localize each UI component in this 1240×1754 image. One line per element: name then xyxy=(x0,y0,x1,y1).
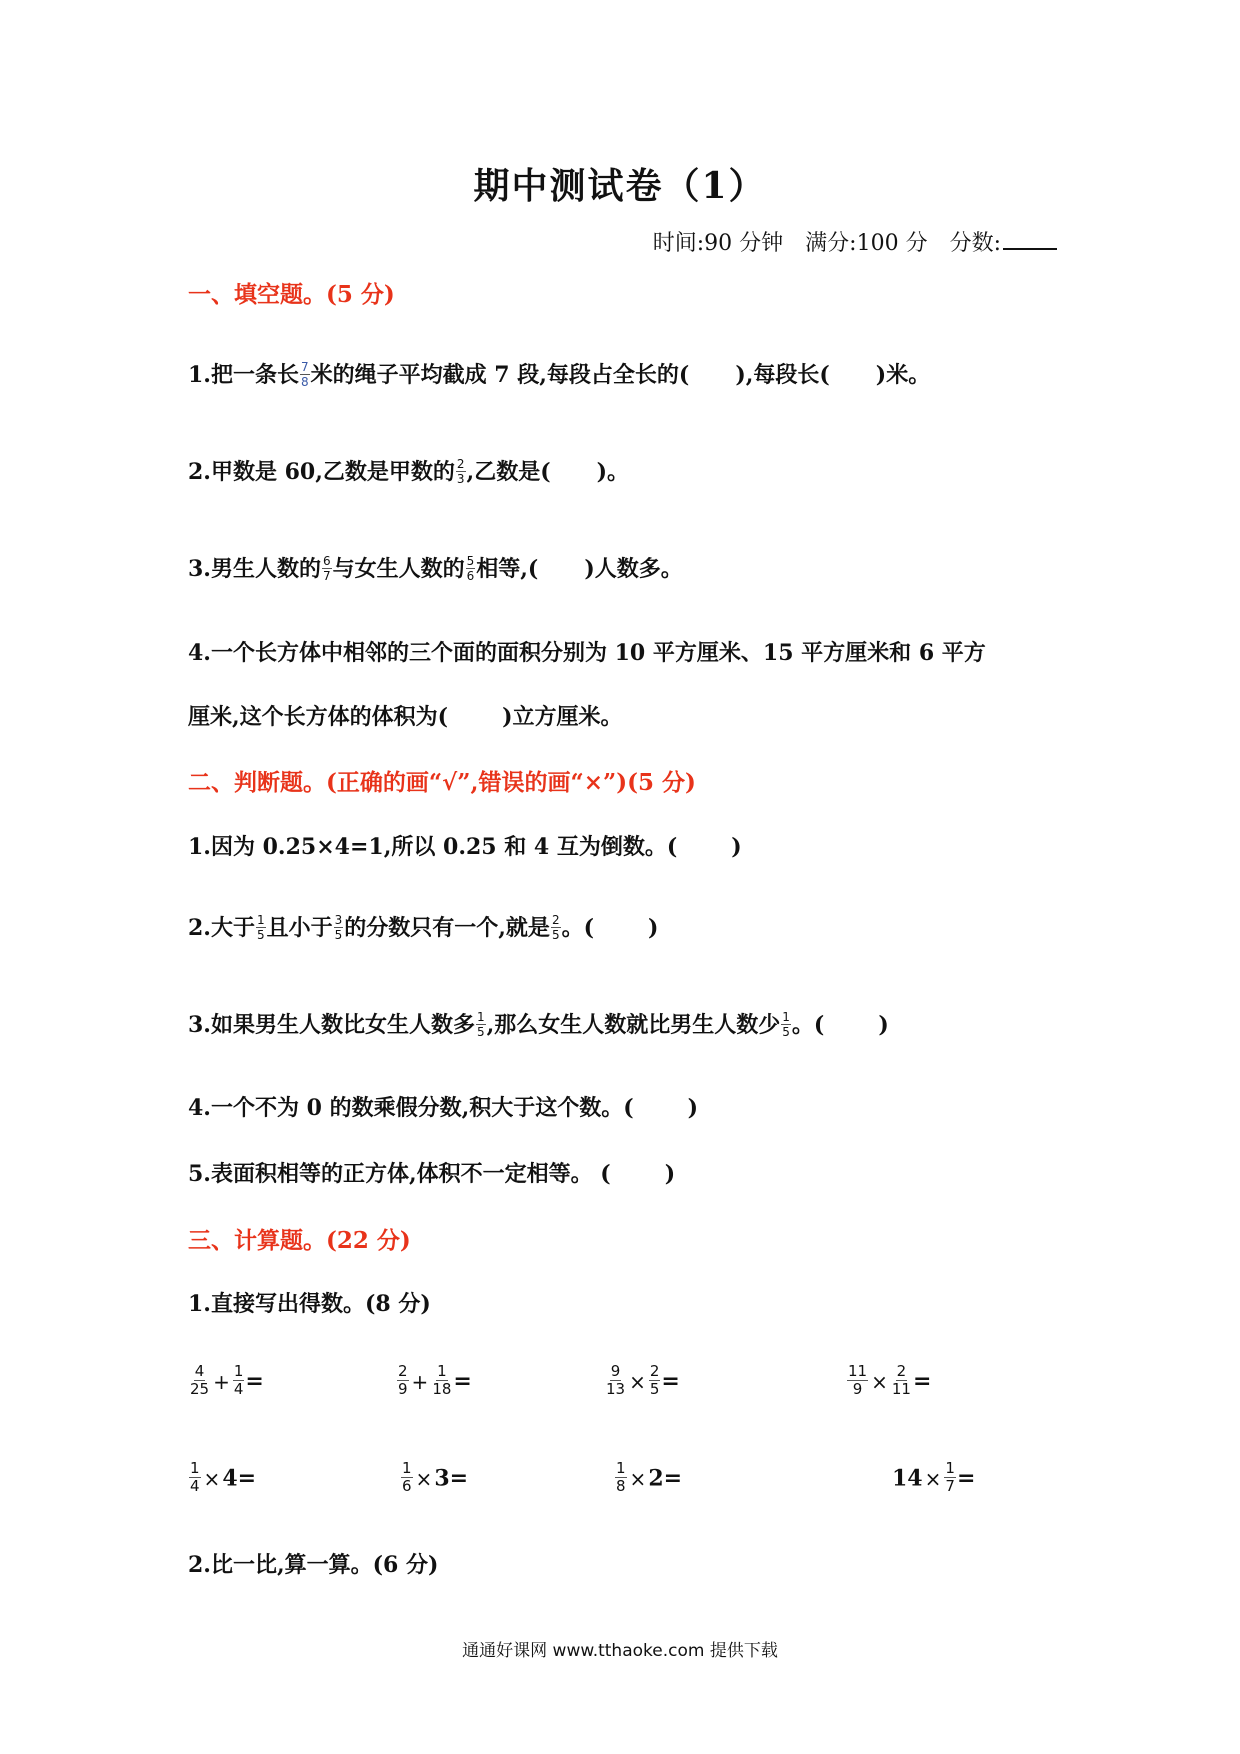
equals-sign: = xyxy=(912,1368,932,1395)
s2-q5-text-a: 5.表面积相等的正方体,体积不一定相等。 ( xyxy=(188,1161,611,1187)
s2-q2-text-a: 2.大于 xyxy=(188,915,255,941)
fraction xyxy=(401,1461,413,1494)
fraction xyxy=(649,1364,661,1397)
s2-q4-text-a: 4.一个不为 0 的数乘假分数,积大于这个数。( xyxy=(188,1095,634,1121)
denominator: 6 xyxy=(466,568,475,583)
numerator: 1 xyxy=(945,1459,955,1477)
s2-question-3 xyxy=(188,1008,889,1040)
denominator: 4 xyxy=(233,1380,244,1398)
number: 14 xyxy=(892,1465,923,1492)
exam-meta xyxy=(653,226,1057,257)
s1-q2-text-c: )。 xyxy=(596,459,630,485)
calc-item xyxy=(188,1362,264,1399)
s2-q5-text-b: ) xyxy=(664,1161,676,1187)
s1-q2-text-a: 2.甲数是 60,乙数是甲数的 xyxy=(188,459,455,485)
s2-question-1 xyxy=(188,830,742,861)
fraction xyxy=(456,458,466,485)
s1-question-1 xyxy=(188,358,930,390)
equals-sign: = xyxy=(237,1465,257,1492)
s1-q2-text-b: ,乙数是( xyxy=(466,459,551,485)
fraction xyxy=(322,555,332,582)
footer-source: 通通好课网 www.tthaoke.com 提供下载 xyxy=(462,1641,778,1661)
numerator: 1 xyxy=(402,1459,412,1477)
numerator: 2 xyxy=(398,1362,408,1380)
calc-item xyxy=(400,1459,469,1496)
s2-q2-text-d: 。( xyxy=(561,915,594,941)
operator: × xyxy=(629,1466,647,1491)
denominator: 13 xyxy=(606,1380,626,1398)
s1-question-4-line2 xyxy=(188,700,623,731)
denominator: 18 xyxy=(432,1380,452,1398)
full-score: 满分:100 分 xyxy=(805,231,928,256)
denominator: 5 xyxy=(551,927,560,942)
operator: × xyxy=(203,1466,221,1491)
number: 3 xyxy=(434,1465,450,1492)
numerator: 1 xyxy=(782,1009,790,1024)
s2-question-4 xyxy=(188,1091,698,1122)
numerator: 2 xyxy=(649,1362,660,1380)
score-label: 分数: xyxy=(949,231,1001,256)
denominator: 7 xyxy=(322,568,331,583)
fraction xyxy=(551,914,561,941)
fraction xyxy=(397,1364,409,1397)
number: 2 xyxy=(648,1465,664,1492)
numerator: 9 xyxy=(610,1362,621,1380)
s3-subheading-1: 1.直接写出得数。(8 分) xyxy=(188,1291,431,1317)
s1-q1-text-c: ),每段长( xyxy=(735,362,830,388)
numerator: 1 xyxy=(190,1459,200,1477)
fraction xyxy=(334,914,344,941)
s2-q3-text-c: 。( xyxy=(791,1012,825,1038)
s1-q1-text-a: 1.把一条长 xyxy=(188,362,299,388)
numerator: 5 xyxy=(466,553,475,568)
fraction xyxy=(466,555,476,582)
calc-item xyxy=(892,1459,976,1496)
denominator: 5 xyxy=(476,1024,485,1039)
denominator: 11 xyxy=(891,1380,911,1398)
calc-item xyxy=(846,1362,932,1399)
operator: + xyxy=(411,1369,429,1394)
fraction xyxy=(189,1461,201,1494)
calc-item xyxy=(604,1362,680,1399)
s2-q2-text-c: 的分数只有一个,就是 xyxy=(344,915,550,941)
s2-q2-text-b: 且小于 xyxy=(266,915,333,941)
score-blank[interactable] xyxy=(1003,230,1057,250)
section2-heading: 二、判断题。(正确的画“√”,错误的画“×”)(5 分) xyxy=(188,769,696,796)
denominator: 9 xyxy=(398,1380,408,1398)
numerator: 2 xyxy=(551,912,560,927)
numerator: 3 xyxy=(334,912,343,927)
s2-question-2 xyxy=(188,911,658,943)
denominator: 5 xyxy=(256,927,265,942)
denominator: 8 xyxy=(300,374,309,389)
operator: × xyxy=(871,1369,888,1394)
equals-sign: = xyxy=(245,1368,264,1395)
denominator: 9 xyxy=(852,1380,863,1398)
numerator: 7 xyxy=(300,359,309,374)
s2-q4-text-b: ) xyxy=(687,1095,699,1121)
denominator: 7 xyxy=(945,1477,955,1495)
calc-item xyxy=(188,1459,257,1496)
denominator: 3 xyxy=(456,471,465,486)
time-limit: 时间:90 分钟 xyxy=(652,231,784,256)
operator: + xyxy=(213,1369,230,1394)
calc-item xyxy=(396,1362,472,1399)
denominator: 5 xyxy=(782,1024,790,1039)
fraction xyxy=(233,1364,245,1397)
fraction xyxy=(189,1364,210,1397)
s2-q2-text-e: ) xyxy=(648,915,659,941)
equals-sign: = xyxy=(449,1465,469,1492)
fraction xyxy=(615,1461,627,1494)
operator: × xyxy=(629,1369,646,1394)
fraction xyxy=(944,1461,956,1494)
fraction xyxy=(256,914,266,941)
s1-question-3 xyxy=(188,552,683,584)
numerator: 2 xyxy=(456,456,465,471)
s1-q3-text-a: 3.男生人数的 xyxy=(188,556,321,582)
fraction xyxy=(476,1011,486,1038)
s1-question-2 xyxy=(188,455,629,487)
s1-q4-text-b: )立方厘米。 xyxy=(502,704,623,730)
numerator: 1 xyxy=(256,912,265,927)
numerator: 11 xyxy=(848,1362,868,1380)
page-title: 期中测试卷（1） xyxy=(473,165,767,207)
s1-q4-text-a: 厘米,这个长方体的体积为( xyxy=(188,704,449,730)
denominator: 4 xyxy=(190,1477,200,1495)
s1-q3-text-d: )人数多。 xyxy=(584,556,683,582)
numerator: 6 xyxy=(322,553,331,568)
numerator: 4 xyxy=(194,1362,205,1380)
s3-subheading-2: 2.比一比,算一算。(6 分) xyxy=(188,1552,439,1578)
s1-q1-text-b: 米的绳子平均截成 7 段,每段占全长的( xyxy=(310,362,690,388)
operator: × xyxy=(924,1466,942,1491)
s1-q3-text-c: 相等,( xyxy=(476,556,539,582)
numerator: 1 xyxy=(233,1362,244,1380)
equals-sign: = xyxy=(956,1465,976,1492)
equals-sign: = xyxy=(663,1465,683,1492)
number: 4 xyxy=(222,1465,238,1492)
fraction xyxy=(431,1364,452,1397)
s2-q1-text-b: ) xyxy=(731,834,742,860)
fraction xyxy=(781,1011,791,1038)
s2-q3-text-d: ) xyxy=(878,1012,889,1038)
fraction xyxy=(300,361,310,388)
s2-q3-text-b: ,那么女生人数就比男生人数少 xyxy=(486,1012,781,1038)
s1-q1-text-d: )米。 xyxy=(875,362,931,388)
s1-question-4-line1: 4.一个长方体中相邻的三个面的面积分别为 10 平方厘米、15 平方厘米和 6 平方 xyxy=(188,640,986,666)
fraction xyxy=(605,1364,626,1397)
numerator: 1 xyxy=(476,1009,485,1024)
s2-q3-text-a: 3.如果男生人数比女生人数多 xyxy=(188,1012,475,1038)
section1-heading: 一、填空题。(5 分) xyxy=(188,281,395,308)
denominator: 25 xyxy=(190,1380,210,1398)
fraction xyxy=(847,1364,868,1397)
denominator: 8 xyxy=(616,1477,626,1495)
denominator: 5 xyxy=(649,1380,660,1398)
section3-heading: 三、计算题。(22 分) xyxy=(188,1227,411,1254)
numerator: 1 xyxy=(616,1459,626,1477)
s2-question-5 xyxy=(188,1157,675,1188)
operator: × xyxy=(415,1466,433,1491)
s2-q1-text-a: 1.因为 0.25×4=1,所以 0.25 和 4 互为倒数。( xyxy=(188,834,678,860)
fraction xyxy=(891,1364,912,1397)
numerator: 1 xyxy=(437,1362,447,1380)
numerator: 2 xyxy=(896,1362,907,1380)
denominator: 5 xyxy=(334,927,343,942)
s1-q3-text-b: 与女生人数的 xyxy=(332,556,465,582)
calc-item xyxy=(614,1459,683,1496)
equals-sign: = xyxy=(453,1368,472,1395)
denominator: 6 xyxy=(402,1477,412,1495)
equals-sign: = xyxy=(661,1368,680,1395)
